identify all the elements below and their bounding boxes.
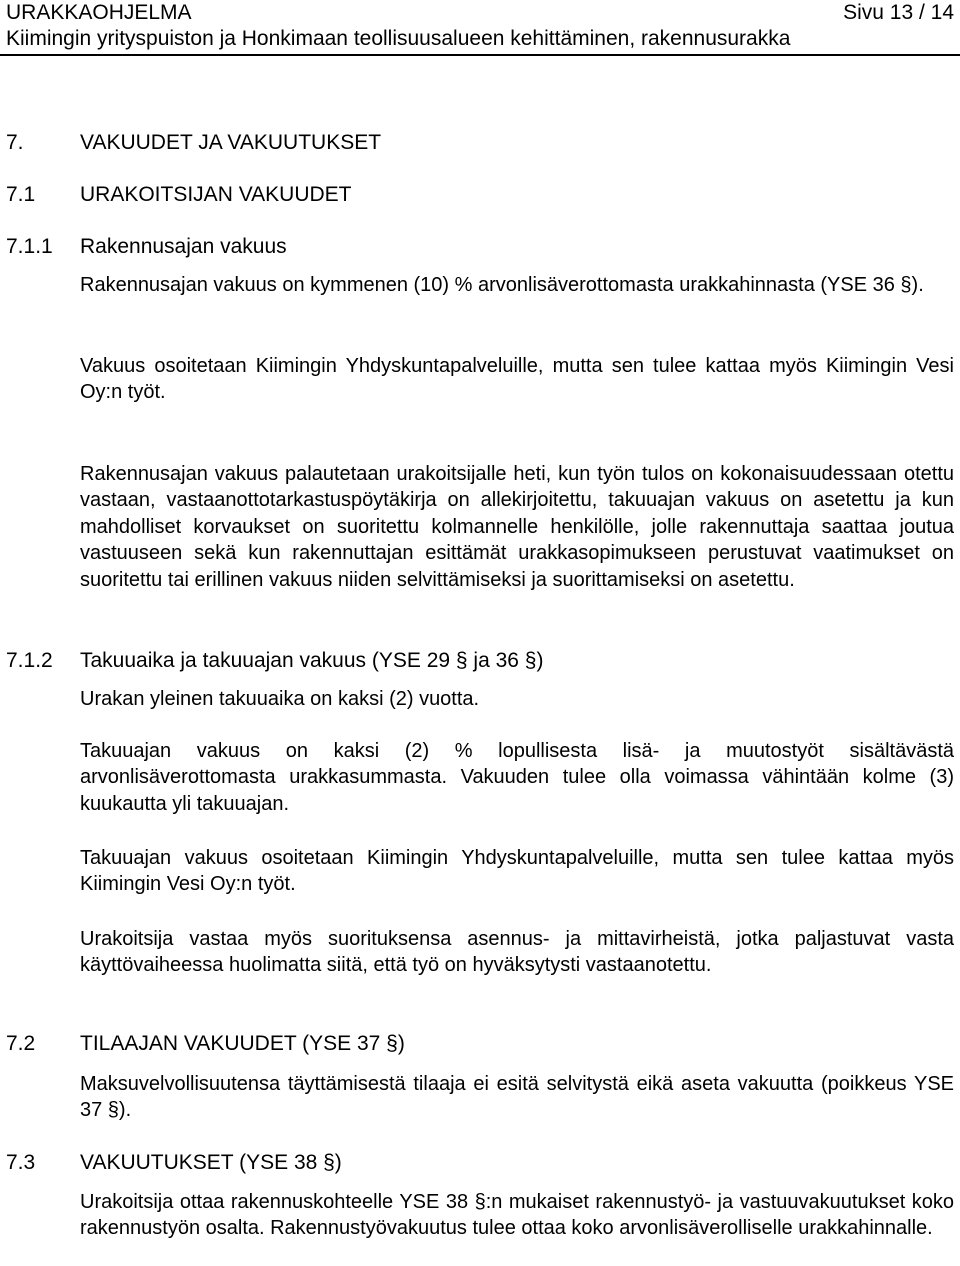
- section-7-1-title: URAKOITSIJAN VAKUUDET: [80, 183, 352, 206]
- section-7-1-2-number: 7.1.2: [6, 649, 53, 672]
- section-7-1-1-title: Rakennusajan vakuus: [80, 235, 287, 258]
- paragraph: Urakoitsija vastaa myös suorituksensa asennus- ja mittavirheistä, jotka paljastuvat vasta käyttövaiheessa huolimatta siitä, että työ on hyväksytysti vastaanotettu.: [80, 928, 954, 977]
- section-7-2-title: TILAAJAN VAKUUDET (YSE 37 §): [80, 1032, 405, 1055]
- section-7-3-title: VAKUUTUKSET (YSE 38 §): [80, 1151, 342, 1174]
- paragraph: Rakennusajan vakuus palautetaan urakoitsijalle heti, kun työn tulos on kokonaisuudessaan otettu vastaan, vastaanottotarkastuspöytäkirja on allekirjoitettu, takuuajan vakuus on asetettu ja kun mahdolliset korvaukset on suoritettu kolmannelle henkilölle, jolle rakennuttaja saattaa joutua vastuuseen sekä kun rakennuttajan esittämät urakkasopimukseen perustuvat vaatimukset on suoritettu tai erillinen vakuus niiden selvittämiseksi ja suorittamiseksi on asetettu.: [80, 463, 954, 591]
- paragraph: Urakan yleinen takuuaika on kaksi (2) vuotta.: [80, 688, 480, 710]
- section-7-2-number: 7.2: [6, 1032, 36, 1055]
- page-header: [6, 0, 954, 52]
- header-divider: [0, 54, 960, 56]
- page-number: Sivu 13 / 14: [843, 1, 954, 24]
- paragraph: Rakennusajan vakuus on kymmenen (10) % arvonlisäverottomasta urakkahinnasta (YSE 36 §).: [80, 274, 924, 296]
- paragraph: Takuuajan vakuus on kaksi (2) % lopullisesta lisä- ja muutostyöt sisältävästä arvonlisäverottomasta urakkasummasta. Vakuuden tulee olla voimassa vähintään kolme (3) kuukautta yli takuuajan.: [80, 740, 954, 815]
- section-7-number: 7.: [6, 131, 24, 154]
- section-7-title: VAKUUDET JA VAKUUTUKSET: [80, 131, 382, 154]
- section-7-1-1-number: 7.1.1: [6, 235, 53, 258]
- document-subtitle: Kiimingin yrityspuiston ja Honkimaan teollisuusalueen kehittäminen, rakennusurakka: [6, 27, 791, 50]
- section-7-1-2-title: Takuuaika ja takuuajan vakuus (YSE 29 § ja 36 §): [80, 649, 544, 672]
- section-7-3-number: 7.3: [6, 1151, 36, 1174]
- paragraph: Takuuajan vakuus osoitetaan Kiimingin Yhdyskuntapalveluille, mutta sen tulee kattaa myös Kiimingin Vesi Oy:n työt.: [80, 847, 954, 896]
- section-7-1-number: 7.1: [6, 183, 36, 206]
- paragraph: Vakuus osoitetaan Kiimingin Yhdyskuntapalveluille, mutta sen tulee kattaa myös Kiimingin Vesi Oy:n työt.: [80, 355, 954, 404]
- document-title: URAKKAOHJELMA: [6, 1, 192, 24]
- paragraph: Maksuvelvollisuutensa täyttämisestä tilaaja ei esitä selvitystä eikä aseta vakuutta (poikkeus YSE 37 §).: [80, 1073, 954, 1122]
- paragraph: Urakoitsija ottaa rakennuskohteelle YSE 38 §:n mukaiset rakennustyö- ja vastuuvakuutukset koko rakennustyön osalta. Rakennustyövakuutus tulee ottaa koko arvonlisäverolliselle urakkahinnalle.: [80, 1191, 954, 1240]
